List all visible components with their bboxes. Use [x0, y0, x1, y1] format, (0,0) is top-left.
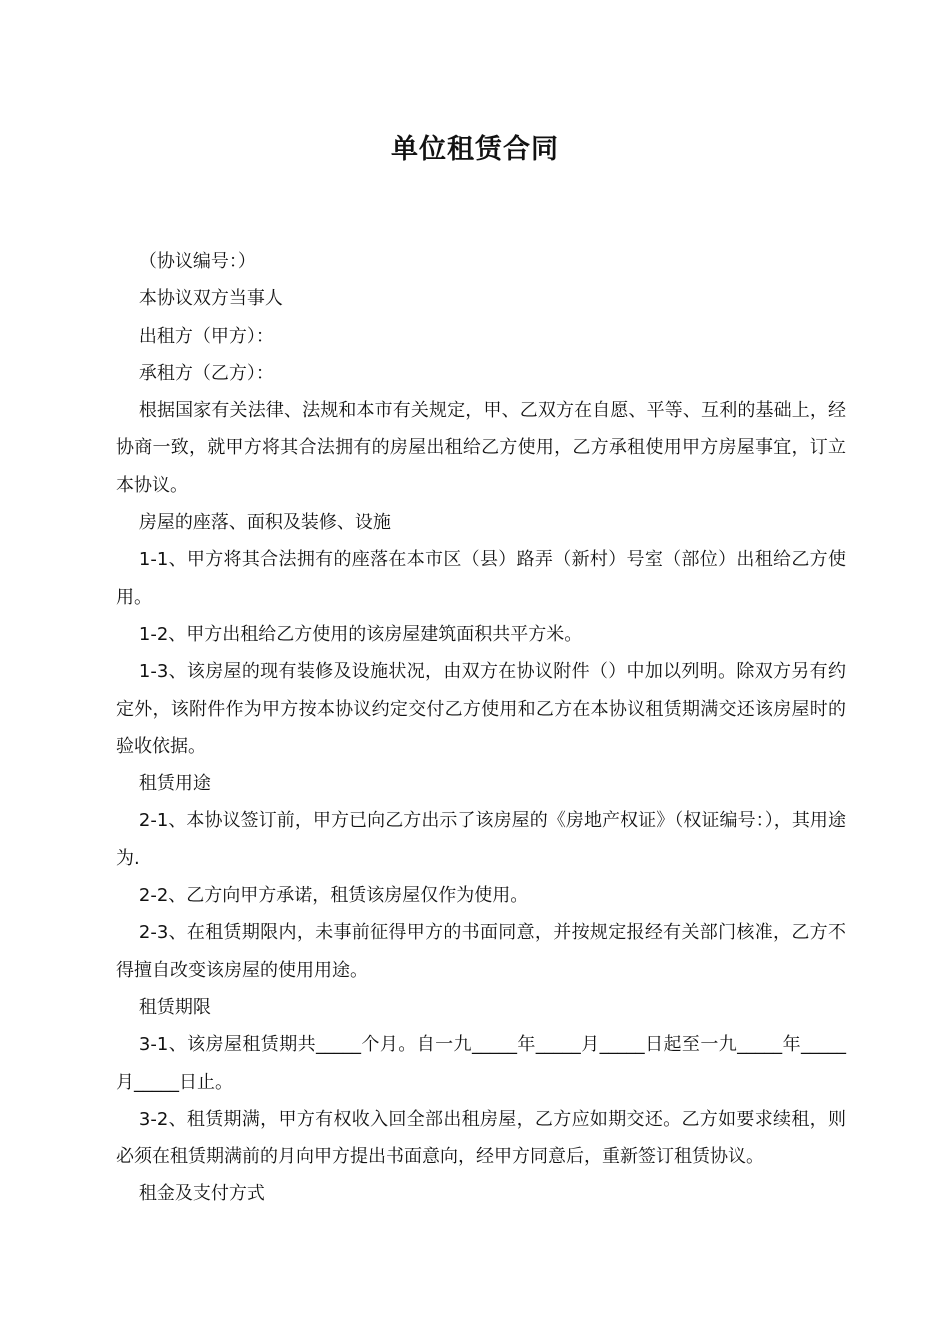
clause-1-2: 1-2、甲方出租给乙方使用的该房屋建筑面积共平方米。 [138, 623, 583, 645]
clause-2-2: 2-2、乙方向甲方承诺，租赁该房屋仅作为使用。 [138, 885, 529, 907]
section-heading-rent: 租金及支付方式 [138, 1183, 265, 1205]
lessee-line: 承租方（乙方）： [138, 362, 274, 384]
clause-1-3: 1-3、该房屋的现有装修及设施状况，由双方在协议附件（）中加以列明。除双方另有约定外，该附件作为甲方按本协议约定交付乙方使用和乙方在本协议租赁期满交还该房屋时的验收依据。 [116, 661, 846, 757]
agreement-number: （协议编号：） [138, 251, 256, 272]
lessor-line: 出租方（甲方）： [138, 325, 274, 347]
document-title: 单位租赁合同 [391, 134, 559, 165]
section-heading-term: 租赁期限 [138, 996, 211, 1018]
clause-1-1: 1-1、甲方将其合法拥有的座落在本市区（县）路弄（新村）号室（部位）出租给乙方使用。 [116, 549, 846, 608]
preamble-paragraph: 根据国家有关法律、法规和本市有关规定，甲、乙双方在自愿、平等、互利的基础上，经协商一致，就甲方将其合法拥有的房屋出租给乙方使用，乙方承租使用甲方房屋事宜，订立本协议。 [116, 400, 846, 496]
clause-3-2: 3-2、租赁期满，甲方有权收入回全部出租房屋，乙方应如期交还。乙方如要求续租，则必须在租赁期满前的月向甲方提出书面意向，经甲方同意后，重新签订租赁协议。 [116, 1108, 846, 1168]
parties-heading: 本协议双方当事人 [138, 288, 283, 310]
document-body [116, 243, 846, 1213]
clause-3-1: 3-1、该房屋租赁期共_____个月。自一九_____年_____月_____日起至一九_____年_____月_____日止。 [116, 1034, 846, 1093]
section-heading-purpose: 租赁用途 [138, 773, 211, 795]
clause-2-1: 2-1、本协议签订前，甲方已向乙方出示了该房屋的《房地产权证》（权证编号：），其用途为. [116, 810, 846, 869]
clause-2-3: 2-3、在租赁期限内，未事前征得甲方的书面同意，并按规定报经有关部门核准，乙方不得擅自改变该房屋的使用用途。 [116, 922, 846, 981]
section-heading-premises: 房屋的座落、面积及装修、设施 [138, 512, 391, 534]
